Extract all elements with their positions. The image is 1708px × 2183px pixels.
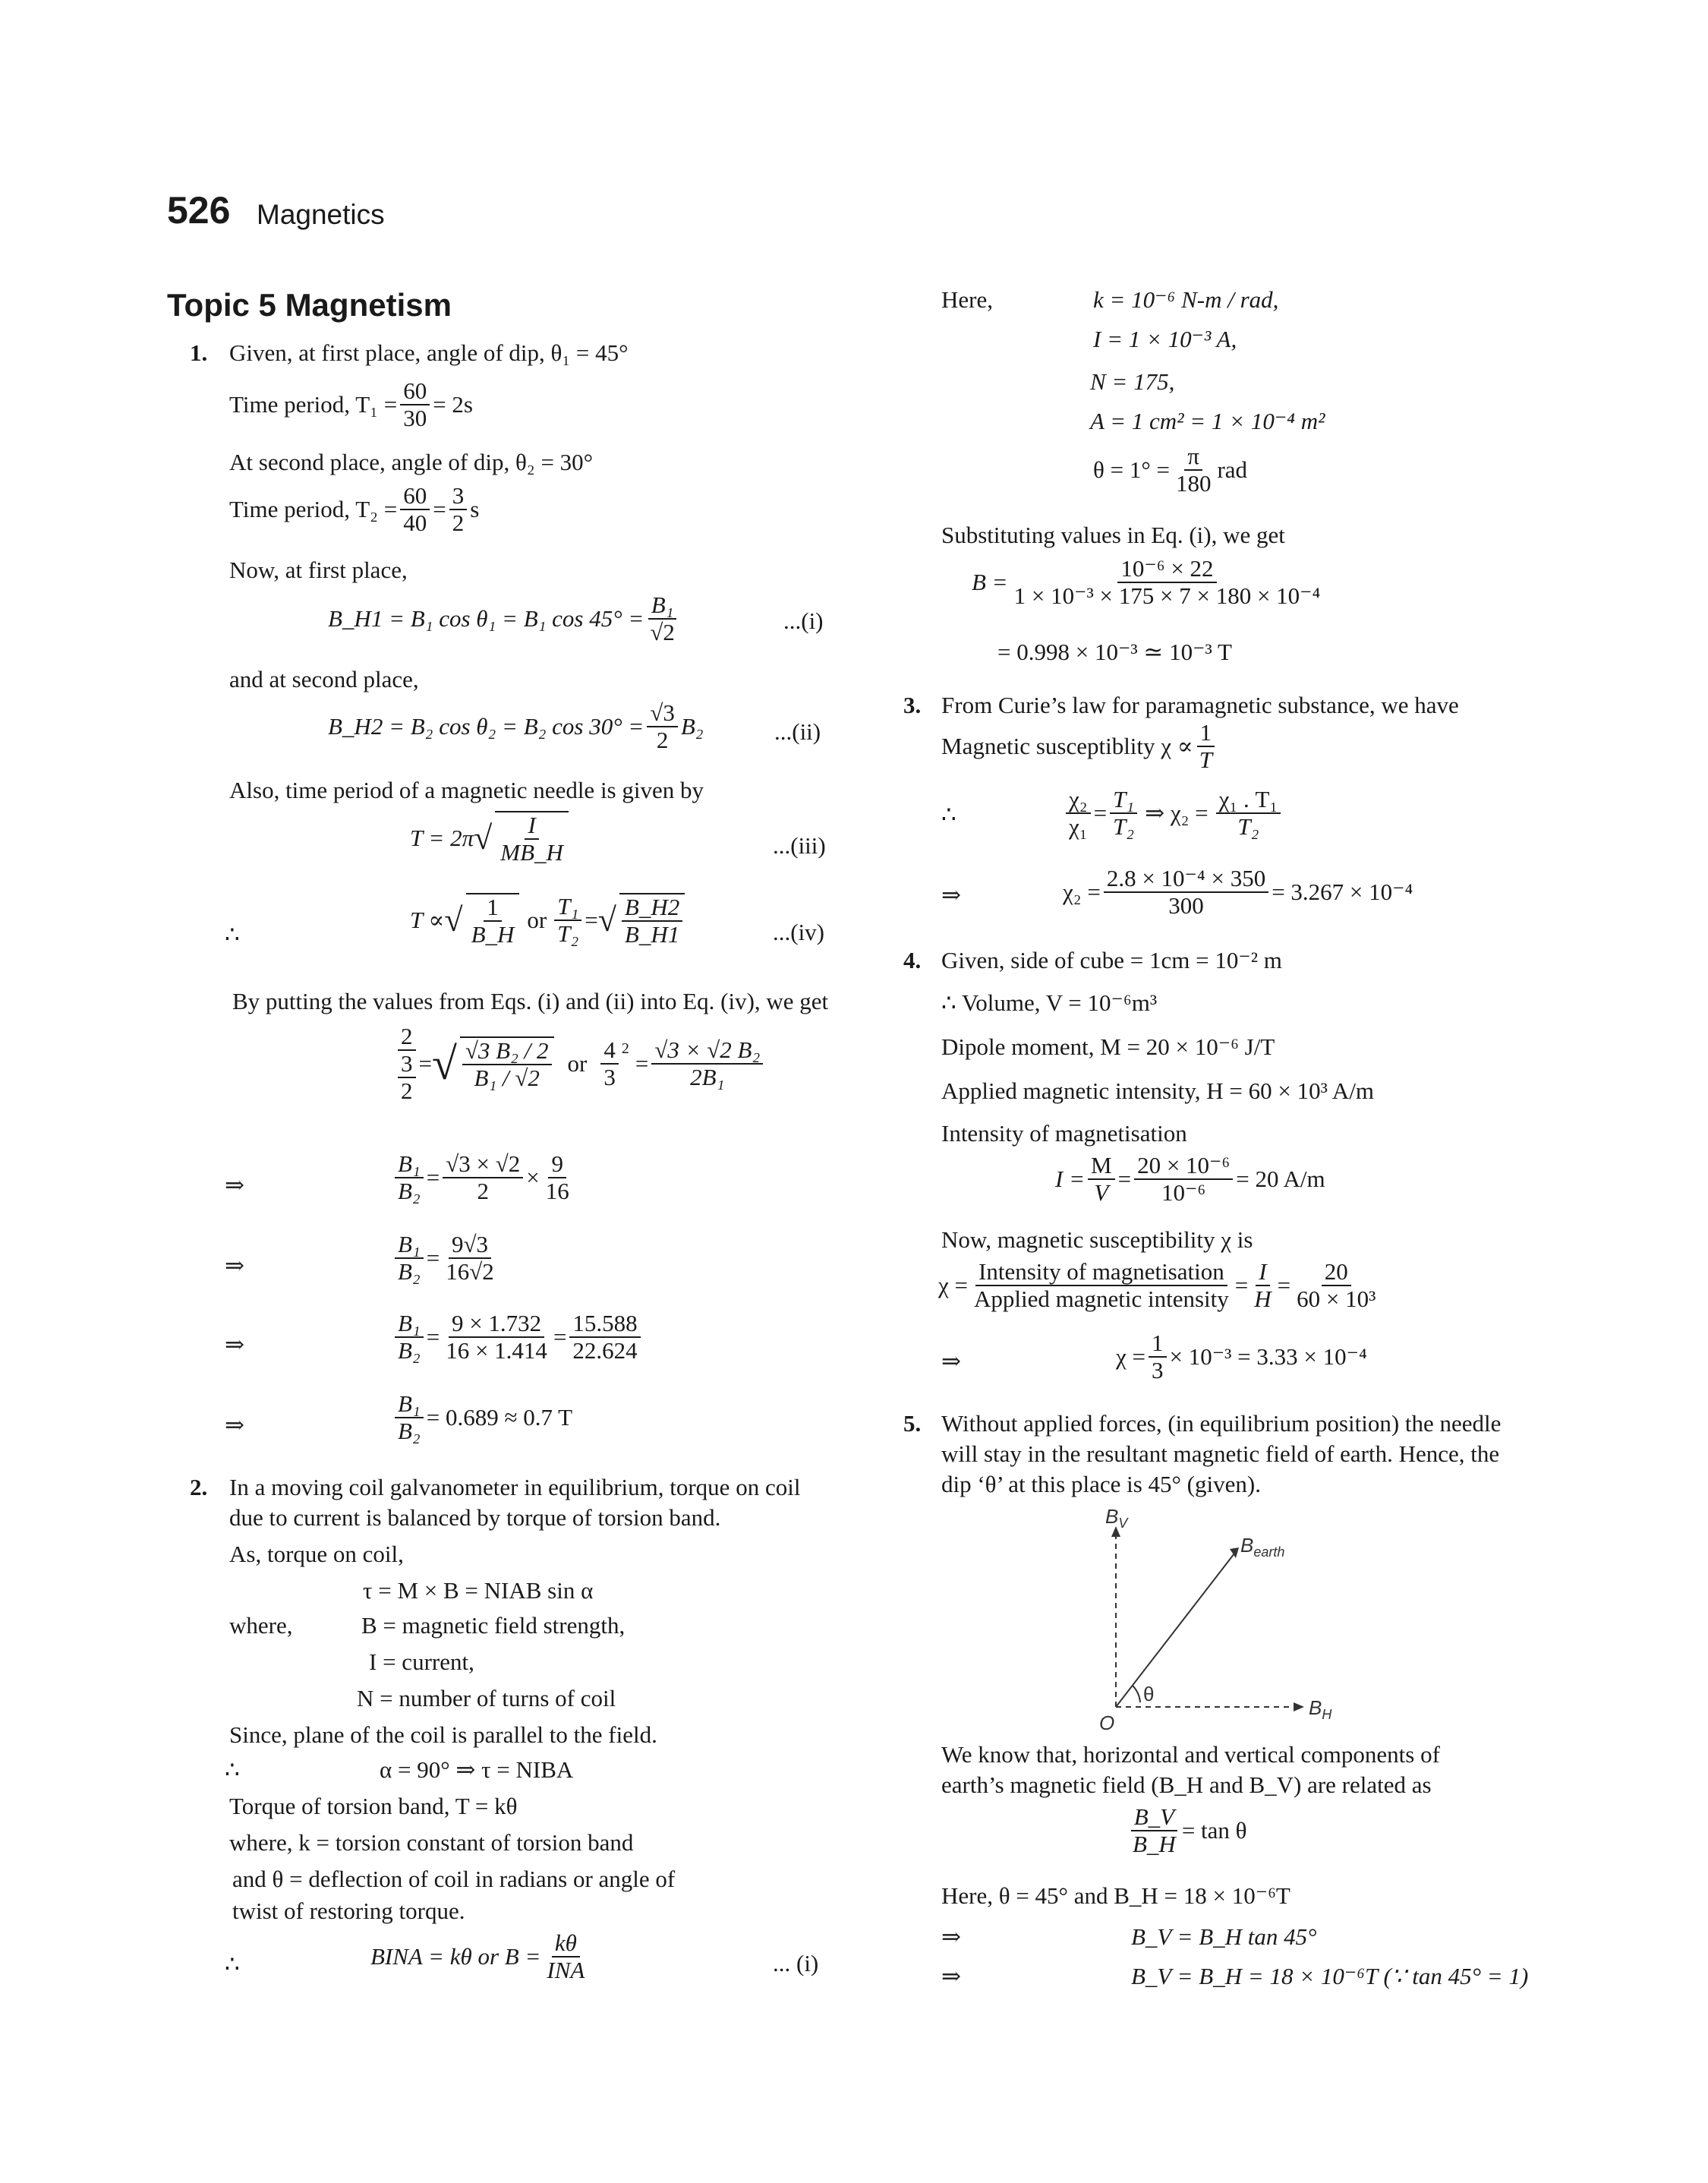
q3-eq2-lhs: χ₂ = [1063,879,1101,905]
q1-eq5-a-den: 3 [398,1051,416,1078]
q3-eq1-frac-a [1066,787,1091,840]
q3-line2-num: 1 [1197,720,1215,747]
q1-tp1-result: = 2s [433,391,473,418]
q1-tp2-frac1 [400,483,430,536]
q2c-eq-num: 10⁻⁶ × 22 [1117,556,1216,583]
q3-line1: From Curie’s law for paramagnetic substance, we have [941,692,1459,718]
q4-eq2-den1: Applied magnetic intensity [974,1286,1229,1312]
q1-eq8-frac-b [443,1311,550,1364]
q4-eq1-lhs: I = [1055,1166,1085,1192]
q3-line2-frac [1196,720,1215,773]
bearth-label: $B_{earth}$ [1240,1534,1285,1560]
q4-eq1-frac2 [1134,1153,1233,1206]
q4-number: 4. [903,947,922,973]
q1-eq-i-num: B₁ [648,592,677,620]
q1-eq-ii-den: 2 [656,727,669,753]
q3-number: 3. [903,692,922,718]
q4-line6: Now, magnetic susceptibility χ is [941,1226,1253,1253]
q1-eq7-frac-b [443,1232,497,1285]
q1-eq8-b-den: 16 × 1.414 [446,1337,547,1364]
q1-line6: and at second place, [229,666,419,692]
q4-eq1: I = $\frac{M}{V}$ = $\frac{\text{20 × 10⁻⁶}}{\text{10⁻⁶}}$ = 20 A/m [1055,1152,1325,1206]
q3-implies: ⇒ [941,882,961,908]
q1-eq6-frac-b [443,1151,523,1204]
q2c-line1: Substituting values in Eq. (i), we get [941,522,1285,548]
q1-eq5-d-den: 2B₁ [690,1064,725,1090]
q5-eq1-result: = tan θ [1181,1817,1247,1844]
q1-eq-9 [392,1391,572,1444]
q1-eq-ii-rhs: B₂ [680,713,704,740]
q2c-v5-den: 180 [1175,470,1212,497]
q2-line3: As, torque on coil, [229,1541,404,1567]
q2c-here: Here, [941,286,993,313]
q1-eq-i-frac [647,592,678,645]
section-title: Magnetics [257,199,385,230]
theta-label: θ [1143,1683,1155,1705]
q5-eq1-den: B_H [1133,1831,1176,1857]
bh-arrowhead [1294,1702,1304,1711]
q4-line5: Intensity of magnetisation [941,1120,1187,1147]
q1-tp2-num1: 60 [400,483,430,510]
q3-eq1-b-num: T₁ [1110,787,1137,814]
q3-eq1-d-den: T₂ [1237,813,1259,840]
q2-line2: due to current is balanced by torque of torsion band. [229,1504,721,1531]
q3-eq1-frac-b [1110,787,1137,840]
q2c-v3: N = 175, [1090,368,1175,395]
q1-eq-iv-lhs: T ∝ [410,907,445,933]
q5-eq1-num: B_V [1131,1804,1177,1831]
q2-number: 2. [190,1474,208,1500]
q4-eq2-frac1 [971,1259,1232,1312]
q1-tp2-label: Time period, T₂ = [229,496,398,522]
q1-eq-iv-frac2 [554,894,581,947]
q2-eq3-frac [544,1930,588,1983]
q1-eq-8: $\frac{\text{B₁}}{\text{B₂}}$ = $\frac{9 \times 1.732}{16 \times 1.414}$ = $\frac{15.588}{22.624}$ [392,1311,644,1364]
bearth-vector [1116,1554,1234,1707]
q2-line1: In a moving coil galvanometer in equilibrium, torque on coil [229,1474,801,1500]
q5-implies-1: ⇒ [941,1923,961,1950]
q3-therefore: ∴ [941,801,956,828]
q5-eq1-frac [1130,1804,1179,1857]
q4-eq1-den1: V [1094,1179,1109,1206]
origin-label: O [1099,1711,1115,1734]
angle-arc [1133,1686,1140,1702]
q3-eq1-b-den: T₂ [1113,813,1135,840]
q4-line4: Applied magnetic intensity, H = 60 × 10³ A/m [941,1077,1375,1104]
q1-eq-iii-ref: ...(iii) [773,832,826,859]
q1-eq6-num: B₁ [395,1151,424,1178]
page-number: 526 [167,189,231,232]
q1-eq8-den: B₂ [398,1337,421,1364]
q1-eq7-num: B₁ [395,1232,424,1259]
q3-line2-den: T [1199,746,1213,773]
q3-eq1-a-den: χ₁ [1069,813,1088,840]
q1-eq-iv-num3: B_H2 [622,894,682,922]
q1-eq-6: $\frac{\text{B₁}}{\text{B₂}}$ = $\frac{√3 \times √2}{2}$ × $\frac{9}{16}$ [392,1151,575,1204]
q1-tp2-den2: 2 [452,509,465,536]
q4-implies: ⇒ [941,1348,961,1374]
q5-line2: will stay in the resultant magnetic field of earth. Hence, the [941,1440,1500,1467]
q4-eq3-result: × 10⁻³ = 3.33 × 10⁻⁴ [1169,1343,1367,1370]
bh-label: $B_H$ [1309,1696,1332,1722]
q2c-eq-result: = 0.998 × 10⁻³ ≃ 10⁻³ T [997,639,1232,665]
q1-eq-iv-ref: ...(iv) [773,919,825,945]
q5-eq3: B_V = B_H = 18 × 10⁻⁶T (∵ tan 45° = 1) [1131,1963,1529,1989]
bv-label: $B_V$ [1105,1509,1128,1531]
q1-eq-ii-ref: ...(ii) [774,718,821,745]
q1-line8: By putting the values from Eqs. (i) and (ii) into Eq. (iv), we get [232,988,829,1014]
q1-eq5-frac-d [651,1037,763,1090]
q1-eq5-b-den: B₁ / √2 [474,1065,540,1091]
q1-eq-iv: T ∝ √ $\frac{1}{B\_H}$ or $\frac{\text{T₁}}{\text{T₂}}$ = √ $\frac{B\_H2}{B\_H1}$ [410,893,688,948]
q1-eq8-num: B₁ [395,1311,424,1338]
earth-field-diagram [1063,1509,1366,1737]
q4-eq3 [1116,1330,1367,1383]
q1-eq6-den: B₂ [398,1178,421,1204]
q4-eq2-num3: 20 [1322,1259,1351,1286]
q1-eq-ii [328,700,704,753]
q3-eq1: $\frac{\text{χ₂}}{\text{χ₁}}$ = $\frac{\text{T₁}}{\text{T₂}}$ ⇒ χ₂ = $\frac{\text{χ₁ . T₁}}{\text{T₂}}$ [1063,787,1284,840]
q2c-v5-lhs: θ = 1° = [1093,456,1170,483]
q1-eq6-c-num: 9 [548,1151,566,1178]
q5-eq2: B_V = B_H tan 45° [1131,1923,1317,1950]
q1-eq-iv-or: or [527,907,547,933]
q1-eq5-frac-c [600,1037,619,1090]
q4-eq1-num2: 20 × 10⁻⁶ [1134,1153,1233,1180]
q2c-v2: I = 1 × 10⁻³ A, [1093,326,1237,352]
q1-time-period-2: Time period, T₂ = $\frac{60}{40}$ = $\frac{3}{2}$ s [229,482,480,536]
q1-tp1-den: 30 [403,405,427,431]
q1-tp2-unit: s [470,496,480,522]
q1-implies-2: ⇒ [225,1252,244,1279]
q5-line4: We know that, horizontal and vertical components of [941,1741,1440,1768]
q4-eq2-den2: H [1254,1286,1272,1312]
q1-eq5-or: or [567,1050,588,1077]
q4-eq2-num2: I [1256,1259,1269,1286]
q5-implies-2: ⇒ [941,1963,961,1989]
q1-eq6-c-den: 16 [545,1178,569,1204]
q3-eq2 [1063,866,1413,919]
q1-eq6-frac-c [543,1151,572,1204]
q1-eq7-den: B₂ [398,1258,421,1285]
q2-eq3-lhs: BINA = kθ or B = [370,1943,541,1970]
q1-tp2-den1: 40 [403,509,427,536]
q5-line5: earth’s magnetic field (B_H and B_V) are related as [941,1771,1432,1798]
q2-eq2: α = 90° ⇒ τ = NIBA [380,1756,574,1783]
q5-number: 5. [903,1410,922,1437]
q1-tp1-num: 60 [400,378,430,405]
q2-line6: where, k = torsion constant of torsion band [229,1829,634,1856]
q5-line3: dip ‘θ’ at this place is 45° (given). [941,1471,1261,1497]
q1-eq-i-lhs: B_H1 = B₁ cos θ₁ = B₁ cos 45° = [328,605,644,632]
q1-eq8-c-den: 22.624 [572,1337,638,1364]
q1-eq-ii-lhs: B_H2 = B₂ cos θ₂ = B₂ cos 30° = [328,713,644,740]
q2-line5: Torque of torsion band, T = kθ [229,1793,518,1819]
q2c-eq [972,556,1326,609]
q1-line7: Also, time period of a magnetic needle is given by [229,777,704,803]
q3-eq1-mid: ⇒ χ₂ = [1145,800,1209,826]
q2-eq3-ref: ... (i) [773,1950,819,1976]
q2-eq3-den: INA [547,1957,585,1983]
q1-time-period-1 [229,378,473,431]
q4-eq3-frac [1149,1330,1167,1383]
q1-eq7-b-den: 16√2 [446,1258,494,1285]
q1-eq-iv-den2: T₂ [557,920,579,947]
q2-eq3 [370,1930,591,1983]
q1-eq9-lhs [395,1391,424,1444]
q1-eq-iii: T = 2π √ $\frac{I}{MB\_H}$ [410,811,572,866]
q1-eq5-frac-b [460,1036,554,1091]
q1-eq8-frac-c [569,1311,640,1364]
q2-where-2: I = current, [369,1648,474,1675]
q5-line6: Here, θ = 45° and B_H = 18 × 10⁻⁶T [941,1882,1290,1909]
q1-eq-iii-num: I [525,812,538,840]
q1-eq-iii-frac [495,811,569,866]
q3-eq2-result: = 3.267 × 10⁻⁴ [1272,879,1413,905]
q4-eq2-lhs: χ = [938,1272,968,1298]
q1-tp1-fraction [400,378,430,431]
q1-implies-4: ⇒ [225,1412,244,1438]
q1-tp1-label: Time period, T₁ = [229,391,398,418]
q4-eq3-den: 3 [1152,1357,1164,1383]
q1-eq-iv-frac1 [466,893,520,948]
q4-eq3-num: 1 [1149,1330,1167,1358]
q1-eq-iv-num1: 1 [484,894,502,922]
q4-line1: Given, side of cube = 1cm = 10⁻² m [941,947,1282,973]
q1-eq6-b-num: √3 × √2 [443,1151,523,1178]
q2c-v5-num: π [1184,443,1202,471]
q1-line5: Now, at first place, [229,557,408,583]
q2-line7: and θ = deflection of coil in radians or angle of [232,1866,676,1892]
q1-eq5-c-den: 3 [603,1064,616,1090]
q1-eq-5: 2 3 2 = √ $\frac{\text{√3 B₂ / 2}}{\text{B₁ / √2}}$ or $\frac{4}{3}$ 2 = $\frac{\text{√3 × √2 B₂}}{\text{2B₁}}$ [395,1024,766,1104]
q1-implies-3: ⇒ [225,1331,244,1358]
q2-therefore-1: ∴ [225,1756,240,1783]
q2c-eq-frac [1011,556,1324,609]
q1-eq5-d-num: √3 × √2 B₂ [651,1037,763,1065]
q1-tp2-num2: 3 [449,483,468,510]
q1-eq-ii-frac [647,700,678,753]
q1-eq9-num: B₁ [395,1391,424,1418]
q1-eq-7: $\frac{\text{B₁}}{\text{B₂}}$ = $\frac{9√3}{16√2}$ [392,1232,500,1285]
q4-eq3-lhs: χ = [1116,1343,1145,1370]
q3-eq2-num: 2.8 × 10⁻⁴ × 350 [1104,866,1268,893]
q1-eq7-lhs [395,1232,424,1285]
q4-eq2: χ = $\frac{\text{Intensity of magnetisation}}{\text{Applied magnetic intensity}}$ = $\frac{I}{H}$ = $\frac{20}{\text{60 × 10³}}$ [938,1259,1382,1312]
q4-eq1-frac1 [1088,1153,1115,1206]
q1-eq8-b-num: 9 × 1.732 [449,1311,544,1338]
q4-eq1-result: = 20 A/m [1236,1166,1325,1192]
q2c-v4: A = 1 cm² = 1 × 10⁻⁴ m² [1090,408,1325,434]
q2c-v1: k = 10⁻⁶ N-m / rad, [1093,286,1279,313]
q1-eq6-b-den: 2 [477,1178,489,1204]
q1-eq-iv-num2: T₁ [554,894,581,921]
q1-eq-iv-den3: B_H1 [624,921,680,948]
q2c-v5-unit: rad [1217,456,1248,483]
q2c-eq-den: 1 × 10⁻³ × 175 × 7 × 180 × 10⁻⁴ [1013,582,1321,609]
q2-therefore-2: ∴ [225,1951,240,1977]
q2c-eq-lhs: B = [972,569,1008,595]
q4-eq2-num1: Intensity of magnetisation [975,1259,1227,1286]
q1-eq-iii-den: MB_H [500,839,563,866]
q1-eq-iv-frac3 [619,893,685,948]
q2-where-1: B = magnetic field strength, [361,1612,626,1639]
q1-line3: At second place, angle of dip, θ₂ = 30° [229,449,594,475]
q2-line8: twist of restoring torque. [232,1898,465,1924]
q4-eq2-frac2 [1251,1259,1274,1312]
q1-eq5-b-num: √3 B₂ / 2 [462,1038,552,1065]
q4-eq1-num1: M [1088,1153,1115,1180]
q1-tp2-frac2 [449,483,468,536]
q1-eq-iii-lhs: T = 2π [410,825,474,851]
q1-eq-i-ref: ...(i) [783,607,824,634]
q2-eq3-num: kθ [552,1930,580,1957]
q1-eq-iv-den1: B_H [471,921,515,948]
q2-line4: Since, plane of the coil is parallel to the field. [229,1721,657,1748]
q5-line1: Without applied forces, (in equilibrium position) the needle [941,1410,1502,1437]
q3-eq2-den: 300 [1168,892,1204,919]
q1-eq9-result: = 0.689 ≈ 0.7 T [426,1404,573,1431]
q3-eq1-d-num: χ₁ . T₁ [1216,787,1281,814]
q1-eq-i-den: √2 [650,619,675,645]
q1-implies-1: ⇒ [225,1172,244,1198]
q1-eq9-den: B₂ [398,1418,421,1444]
q2c-v5-frac [1173,443,1215,497]
q5-eq1 [1127,1804,1247,1857]
q1-eq7-b-num: 9√3 [449,1232,491,1259]
q3-line2 [941,720,1218,773]
q4-eq2-den3: 60 × 10³ [1297,1286,1376,1312]
q3-eq1-a-num: χ₂ [1066,787,1091,814]
q4-line2: ∴ Volume, V = 10⁻⁶m³ [941,989,1158,1016]
q1-number: 1. [190,339,208,366]
q1-eq-ii-num: √3 [647,700,678,727]
q2-where-3: N = number of turns of coil [357,1685,616,1711]
q3-line2-text: Magnetic susceptiblity χ ∝ [941,733,1193,759]
q2-eq1: τ = M × B = NIAB sin α [363,1577,594,1604]
q1-eq8-c-num: 15.588 [569,1311,640,1338]
q4-eq2-frac3 [1294,1259,1379,1312]
q4-line3: Dipole moment, M = 20 × 10⁻⁶ J/T [941,1033,1275,1060]
q2c-v5 [1093,443,1247,497]
q3-eq2-frac [1104,866,1268,919]
q1-eq5-frac-a [398,1024,416,1104]
q3-eq1-frac-d [1216,787,1281,840]
q1-line1: Given, at first place, angle of dip, θ₁ = 45° [229,339,629,366]
q4-eq1-den2: 10⁻⁶ [1161,1179,1206,1206]
q2-where: where, [229,1612,293,1639]
q1-eq5-a-num: 2 [398,1024,416,1051]
q1-eq-i [328,592,681,645]
topic-heading: Topic 5 Magnetism [167,287,452,323]
q1-eq6-lhs [395,1151,424,1204]
q1-eq5-c-num: 4 [600,1037,619,1065]
q1-eq5-a-den2: 2 [401,1077,413,1104]
q1-eq8-lhs [395,1311,424,1364]
q1-therefore: ∴ [225,921,240,948]
